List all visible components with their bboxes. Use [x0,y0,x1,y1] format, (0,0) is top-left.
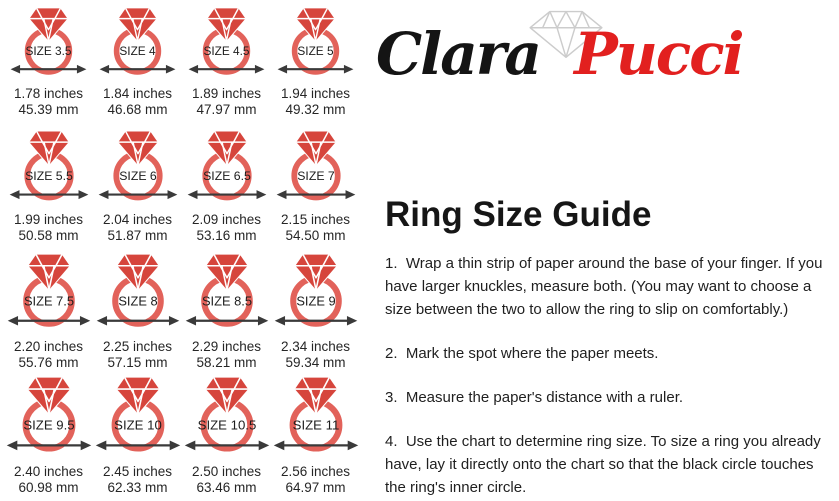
ring-mm-value: 51.87 mm [107,227,168,243]
brand-name-pucci: Pucci [574,20,743,88]
ring-measurements [281,212,350,244]
ring-inches-value: 1.94 inches [280,86,351,102]
ring-size-label: SIZE 4.5 [203,43,250,58]
ring-size-cell [97,129,179,252]
ring-icon [276,6,355,81]
ring-size-label: SIZE 11 [292,417,339,433]
ring-icon [97,129,179,207]
ring-icon [184,252,270,334]
ring-measurements [103,212,172,244]
ring-size-label: SIZE 5 [297,43,334,58]
ring-size-label: SIZE 3.5 [25,43,72,58]
ring-size-label: SIZE 10.5 [197,417,256,433]
ring-inches-value: 2.40 inches [13,463,84,479]
ring-measurements [103,339,172,371]
ring-icon [94,375,182,459]
ring-icon [95,252,181,334]
ring-size-label: SIZE 9.5 [22,417,75,433]
ring-size-cell [184,252,270,375]
ring-size-label: SIZE 7.5 [23,293,74,309]
ring-mm-value: 63.46 mm [196,479,257,495]
ring-measurements [281,339,350,371]
ring-mm-value: 57.15 mm [107,354,168,370]
ring-mm-value: 45.39 mm [18,102,79,118]
ring-size-cell [275,129,357,252]
ring-inches-value: 2.20 inches [13,338,84,354]
ring-measurements [14,212,83,244]
ring-inches-value: 1.78 inches [13,86,84,102]
ring-size-label: SIZE 6.5 [202,168,251,183]
ring-inches-value: 2.45 inches [102,463,173,479]
ring-inches-value: 2.25 inches [102,338,173,354]
ring-size-cell [276,6,355,129]
ring-icon [273,252,359,334]
ring-mm-value: 58.21 mm [196,354,257,370]
ring-mm-value: 46.68 mm [107,102,168,118]
ring-icon [275,129,357,207]
ring-measurements [281,86,350,118]
ring-measurements [103,86,172,118]
ring-size-cell [8,129,90,252]
ring-size-cell [183,375,271,498]
ring-mm-value: 60.98 mm [18,479,79,495]
page-title: Ring Size Guide [385,195,652,234]
ring-mm-value: 55.76 mm [18,354,79,370]
ring-measurements [14,464,83,496]
ring-size-label: SIZE 10 [113,417,162,433]
ring-inches-value: 2.56 inches [280,463,351,479]
ring-mm-value: 50.58 mm [18,227,79,243]
brand-name-clara: Clara [376,20,540,88]
ring-inches-value: 1.84 inches [102,86,173,102]
ring-size-label: SIZE 8 [117,293,158,309]
ring-mm-value: 54.50 mm [285,227,346,243]
ring-measurements [192,339,261,371]
ring-icon [5,375,93,459]
ring-size-cell [186,129,268,252]
ring-inches-value: 2.50 inches [191,463,262,479]
ring-mm-value: 62.33 mm [107,479,168,495]
instruction-list [385,252,837,501]
brand-wordmark [376,20,834,88]
ring-mm-value: 64.97 mm [285,479,346,495]
ring-icon [9,6,88,81]
instruction-step-1: 1. Wrap a thin strip of paper around the base of your finger. If you have larger knuckles, measure both. (You may want to choose a size between the two to allow the ring to slip on comfortably.) [385,255,827,318]
ring-size-cell [94,375,182,498]
ring-measurements [14,339,83,371]
ring-measurements [281,464,350,496]
ring-measurements [103,464,172,496]
ring-inches-value: 1.99 inches [13,211,84,227]
ring-icon [272,375,360,459]
instruction-step-3: 3. Measure the paper's distance with a ruler. [385,389,684,406]
instruction-step-4: 4. Use the chart to determine ring size. To size a ring you already have, lay it directly onto the chart so that the black circle touches the ring's inner circle. [385,433,825,496]
ring-icon [187,6,266,81]
ring-inches-value: 2.34 inches [280,338,351,354]
ring-size-cell [5,375,93,498]
ring-size-cell [273,252,359,375]
ring-size-label: SIZE 6 [118,168,157,183]
ring-mm-value: 53.16 mm [196,227,257,243]
ring-size-cell [95,252,181,375]
ring-icon [183,375,271,459]
ring-size-cell [272,375,360,498]
ring-size-label: SIZE 9 [295,293,336,309]
ring-size-label: SIZE 4 [119,43,156,58]
ring-inches-value: 1.89 inches [191,86,262,102]
ring-mm-value: 49.32 mm [285,102,346,118]
ring-mm-value: 59.34 mm [285,354,346,370]
ring-size-label: SIZE 7 [296,168,335,183]
ring-measurements [192,86,261,118]
ring-icon [8,129,90,207]
ring-size-cell [6,252,92,375]
ring-mm-value: 47.97 mm [196,102,257,118]
ring-measurements [192,212,261,244]
ring-measurements [192,464,261,496]
ring-size-grid [4,6,360,498]
ring-icon [6,252,92,334]
ring-measurements [14,86,83,118]
instruction-step-2: 2. Mark the spot where the paper meets. [385,345,659,362]
ring-icon [186,129,268,207]
ring-inches-value: 2.15 inches [280,211,351,227]
ring-inches-value: 2.04 inches [102,211,173,227]
ring-size-label: SIZE 5.5 [24,168,73,183]
brand-logo [376,6,834,106]
ring-inches-value: 2.09 inches [191,211,262,227]
ring-size-cell [187,6,266,129]
ring-size-label: SIZE 8.5 [201,293,252,309]
ring-inches-value: 2.29 inches [191,338,262,354]
ring-icon [98,6,177,81]
ring-size-cell [9,6,88,129]
ring-size-cell [98,6,177,129]
